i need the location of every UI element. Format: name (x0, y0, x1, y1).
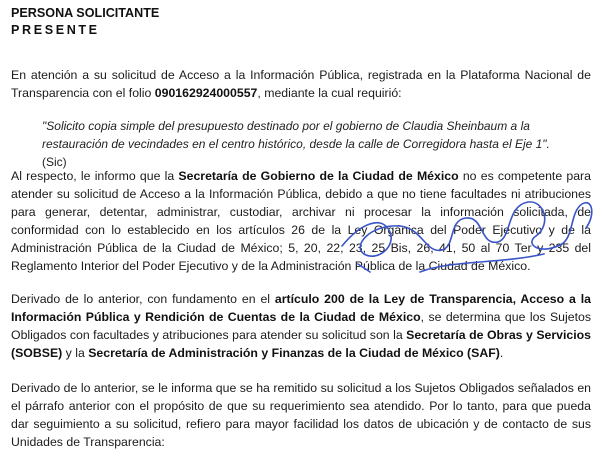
referral-text-c: y la (62, 346, 89, 360)
folio-number: 090162924000557 (154, 86, 258, 100)
referral-text-d: . (499, 346, 504, 360)
addressee-subheading: PRESENTE (11, 23, 100, 37)
entity-sobse: Secretaría de Obras y Servicios (SOBSE) (11, 328, 592, 360)
quoted-request-text: "Solicito copia simple del presupuesto destinado por el gobierno de Claudia Sheinbaum a la restauración de vecindades en el centro histórico, desde la calle de Corregidora hasta el Eje 1". (42, 119, 550, 151)
addressee-heading: PERSONA SOLICITANTE (11, 6, 160, 20)
intro-paragraph (11, 66, 591, 102)
quoted-request (42, 117, 574, 171)
referral-text-a: Derivado de lo anterior, con fundamento en el (11, 292, 275, 306)
competence-entity: Secretaría de Gobierno de la Ciudad de México (178, 169, 459, 183)
forwarding-paragraph (11, 379, 591, 451)
sic-note: (Sic) (42, 155, 67, 169)
competence-text-a: Al respecto, le informo que la (11, 169, 179, 183)
intro-text-b: , mediante la cual requirió: (257, 86, 402, 100)
competence-paragraph (11, 167, 591, 275)
referral-paragraph (11, 290, 591, 362)
forwarding-text: Derivado de lo anterior, se le informa que se ha remitido su solicitud a los Sujetos Obligados señalados en el párrafo anterior con el propósito de que su requerimiento sea atendido. Por lo tanto, para que pueda dar seguimiento a su solicitud, refiero para mayor facilidad los datos de ubicación y de contacto de sus Unidades de Transparencia: (11, 381, 591, 449)
legal-article: artículo 200 de la Ley de Transparencia, Acceso a la Información Pública y Rendición de Cuentas de la Ciudad de México (11, 292, 592, 324)
intro-text-a: En atención a su solicitud de Acceso a la Información Pública, registrada en la Plataforma Nacional de Transparencia con el folio (11, 68, 591, 100)
competence-text-b: no es competente para atender su solicitud de Acceso a la Información Pública, debido a que no tiene facultades ni atribuciones para generar, detentar, administrar, custodiar, archivar ni procesar la información solicitada, de conformidad con lo establecido en los artículos 26 de la Ley Orgánica del Poder Ejecutivo y de la Administración Pública de la Ciudad de México; 5, 20, 22, 23, 25 Bis, 26, 41, 50 al 70 Ter y 235 del Reglamento Interior del Poder Ejecutivo y de la Administración Pública de la Ciudad de México. (11, 169, 591, 273)
entity-saf: Secretaría de Administración y Finanzas de la Ciudad de México (SAF) (88, 346, 500, 360)
referral-text-b: , se determina que los Sujetos Obligados con facultades y atribuciones para atender su solicitud son la (11, 310, 591, 342)
